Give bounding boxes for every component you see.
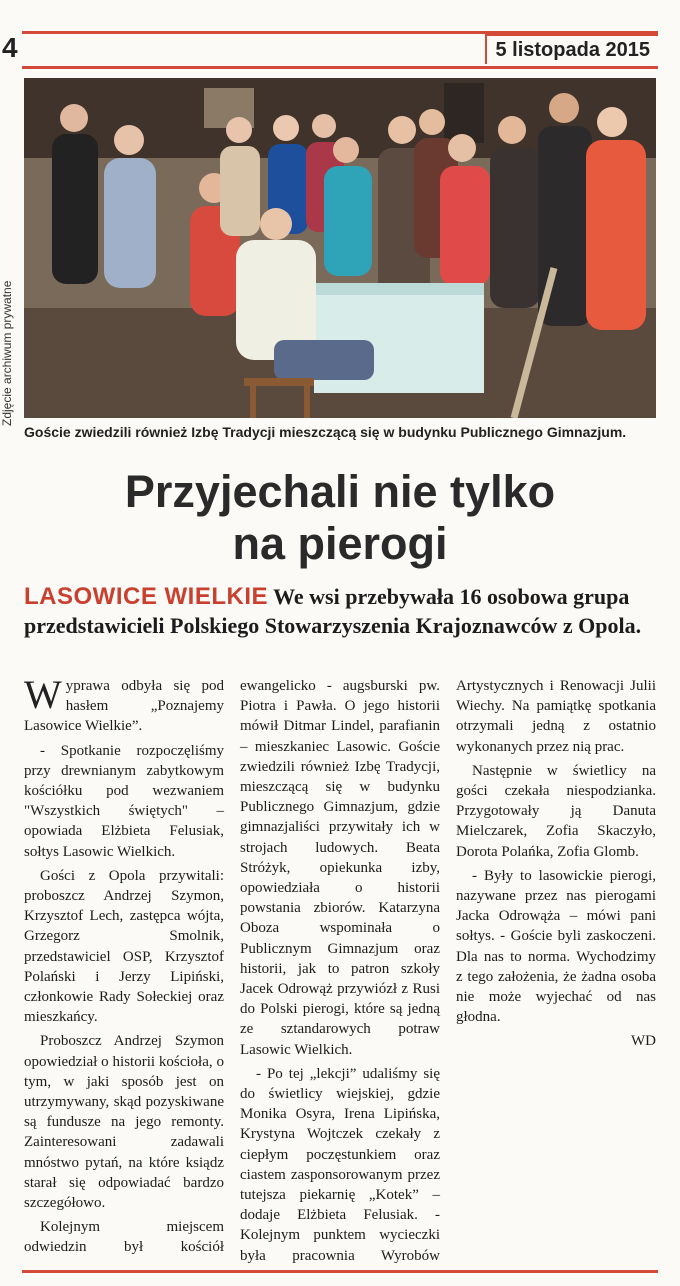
paragraph-4: Proboszcz Andrzej Szymon opowiedział o historii kościoła, o tym, w jaki sposób jest on utrzymywany, skąd pozyskiwane są fundusze na jego remonty. Zainteresowani zadawali mnóstwo pytań, na które ksiądz starał się odpowiadać bardzo szczegółowo. [24,1033,224,1212]
paragraph-2: - Spotkanie rozpoczęliśmy przy drewnianym zabytkowym kościółku pod wezwaniem "Wszystkich świętych" – opowiada Elżbieta Felusiak, sołtys Lasowic Wielkich. [24,742,224,860]
paragraph-5: Kolejnym miejscem odwiedzin był kościół ewangelicko - augsburski pw. Piotra i Pawła. O jego historii mówił Ditmar Lindel, parafianin – mieszkaniec Lasowic. Goście zwiedzili również Izbę Tradycji, mieszczącą się w budynku Publicznego Gimnazjum, gdzie gimnazjaliści przywitały ich w strojach ludowych. Beata Stróżyk, opiekunka izby, opowiedziała o historii powstania zbiorów. Katarzyna Oboza wspominała o Publicznym Gimnazjum oraz historii, jak to patron szkoły Jacek Odrowąż przywiózł z Rusi do Polski pierogi, które są jedną ze sztandarowych potraw Lasowic Wielkich. [24,678,440,1256]
page-number: 4 [2,32,18,63]
paragraph-6: - Po tej „lekcji” udaliśmy się do świetlicy wiejskiej, gdzie Monika Osyra, Irena Lipińska, Krystyna Wojtczek czekały z ciepłym poczęstunkiem oraz ciastem zasponsorowanym przez tutejsza piekarnię „Kotek” – dodaje Elżbieta Felusiak. - Kolejnym punktem wycieczki była pracownia Wyrobów Artystycznych i Renowacji Julii Wiechy. Na pamiątkę spotkania otrzymali jedną z ostatnio wykonanych przez nią prac. [240,678,656,1264]
photo-credit: Zdjęcie archiwum prywatne [0,280,14,426]
paragraph-8: - Były to lasowickie pierogi, nazywane przez nas pierogami Jacka Odrowąża – mówi pani sołtys. - Goście byli zaskoczeni. Dla nas to norma. Wychodzimy z tego założenia, że żadna osoba nie może wyjechać od nas głodna. [456,867,656,1026]
headline-line-2: na pierogi [232,518,448,569]
headline-line-1: Przyjechali nie tylko [124,466,556,517]
group-photo-illustration [24,78,656,418]
lead-text: We wsi przebywała 16 osobowa grupa przedstawicieli Polskiego Stowarzyszenia Krajoznawców z Opola. [24,584,642,638]
group-photo [24,78,656,418]
article-headline [0,466,680,570]
issue-date: 5 listopada 2015 [485,34,658,64]
photo-caption: Goście zwiedzili również Izbę Tradycji mieszczącą się w budynku Publicznego Gimnazjum. [24,424,627,440]
paragraph-1: Wyprawa odbyła się pod hasłem „Poznajemy Lasowice Wielkie”. [24,672,224,735]
location-kicker: LASOWICE WIELKIE [24,583,268,610]
header-bottom-rule [22,66,658,69]
article-body [24,672,656,1266]
page-header [0,14,680,68]
paragraph-7: Następnie w świetlicy na gości czekała niespodzianka. Przygotowały ją Danuta Mielczarek, Zofia Skaczyło, Dorota Polańka, Zofia Glomb. [456,762,656,860]
article-lead [24,582,660,640]
drop-cap: W [24,672,62,717]
author-signature: WD [631,1033,656,1050]
footer-rule [22,1270,658,1273]
paragraph-3: Gości z Opola przywitali: proboszcz Andrzej Szymon, Krzysztof Lech, zastępca wójta, Grzegorz Smolnik, przedstawiciel OSP, Krzysztof Polański i Jerzy Lipiński, członkowie Rady Sołeckiej oraz mieszkańcy. [24,867,224,1026]
